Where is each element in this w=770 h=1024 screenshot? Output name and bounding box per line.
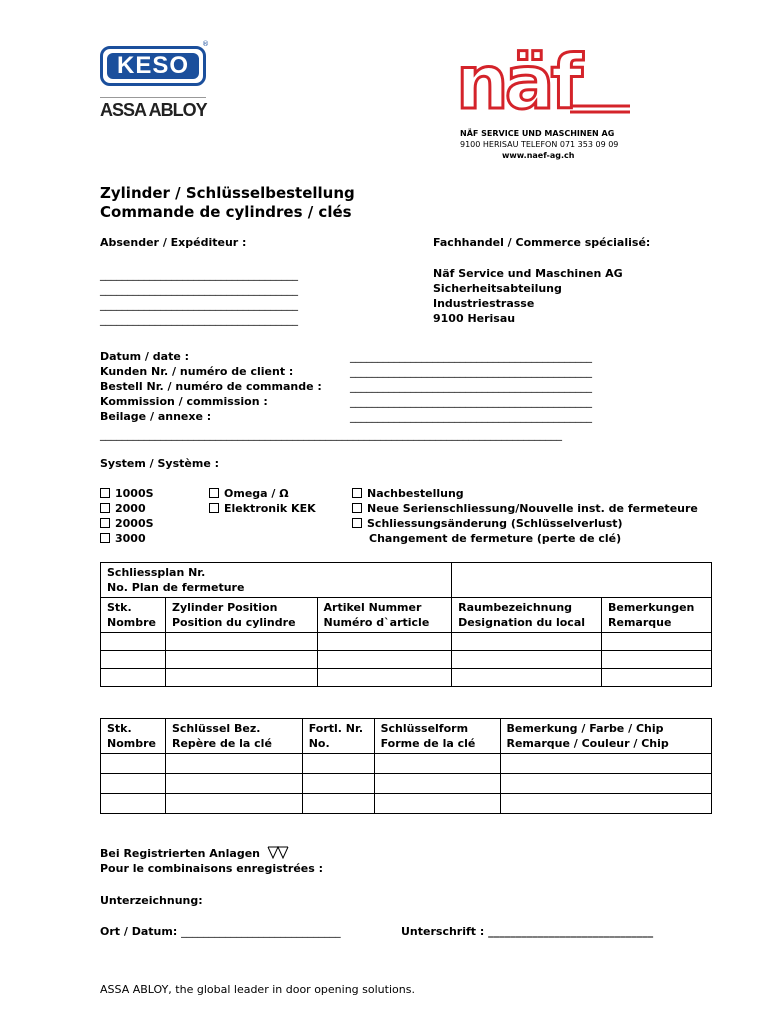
- header-de: Artikel Nummer: [323, 601, 422, 614]
- sender-address-block: [100, 267, 298, 327]
- table-row: [101, 794, 712, 814]
- header-de: Zylinder Position: [171, 601, 278, 614]
- header-de: Schlüsselform: [380, 722, 469, 735]
- header-cell: [101, 598, 166, 633]
- checkbox[interactable]: [352, 503, 362, 513]
- header-fr: Repère de la clé: [171, 737, 272, 750]
- dealer-line: Sicherheitsabteilung: [433, 282, 562, 295]
- naf-contact: [460, 128, 635, 161]
- option-new-series[interactable]: [352, 501, 698, 516]
- header-fr: Designation du local: [458, 616, 586, 629]
- table-cell[interactable]: [602, 633, 712, 651]
- header-de: Fortl. Nr.: [308, 722, 364, 735]
- header-cell: [165, 719, 302, 754]
- option-label: Elektronik KEK: [224, 502, 316, 515]
- page-title: [100, 184, 355, 222]
- table-cell[interactable]: [101, 633, 166, 651]
- table-cell[interactable]: [165, 633, 317, 651]
- title-fr: Commande de cylindres / clés: [100, 203, 352, 221]
- sender-label: Absender / Expéditeur :: [100, 236, 247, 249]
- sender-line[interactable]: ____________________________________: [100, 313, 298, 326]
- customer-number-field[interactable]: ____________________________________________: [350, 365, 592, 378]
- header-cell: [602, 598, 712, 633]
- header-fr: Nombre: [107, 616, 156, 629]
- table-cell[interactable]: [374, 774, 500, 794]
- header-de: Schlüssel Bez.: [171, 722, 261, 735]
- option-label: Neue Serienschliessung/Nouvelle inst. de fermeteure: [367, 502, 698, 515]
- keso-logo-text: KESO: [107, 53, 199, 79]
- header-cell: [317, 598, 452, 633]
- title-de: Zylinder / Schlüsselbestellung: [100, 184, 355, 202]
- table-cell[interactable]: [452, 669, 602, 687]
- table-cell[interactable]: [317, 669, 452, 687]
- plan-label: Schliessplan Nr.: [107, 566, 206, 579]
- table-cell[interactable]: [101, 794, 166, 814]
- header-fr: Remarque / Couleur / Chip: [506, 737, 669, 750]
- table-row: [101, 669, 712, 687]
- table-cell[interactable]: [500, 794, 712, 814]
- option-omega[interactable]: [209, 486, 316, 501]
- header-de: Raumbezeichnung: [458, 601, 573, 614]
- checkbox[interactable]: [352, 518, 362, 528]
- plan-number-cell[interactable]: [101, 563, 452, 598]
- table-cell[interactable]: [302, 794, 374, 814]
- footer-slogan: ASSA ABLOY, the global leader in door opening solutions.: [100, 983, 415, 996]
- naf-address: 9100 HERISAU TELEFON 071 353 09 09: [460, 140, 619, 149]
- order-number-field[interactable]: ____________________________________________: [350, 380, 592, 393]
- table-cell[interactable]: [317, 633, 452, 651]
- checkbox[interactable]: [100, 518, 110, 528]
- option-label: 2000S: [115, 517, 154, 530]
- table-cell[interactable]: [374, 754, 500, 774]
- header-fr: Numéro d`article: [323, 616, 430, 629]
- plan-label-fr: No. Plan de fermeture: [107, 581, 245, 594]
- signature-section-label: Unterzeichnung:: [100, 894, 203, 907]
- header-de: Stk.: [107, 722, 132, 735]
- order-field-labels: [100, 349, 322, 424]
- table-cell[interactable]: [101, 754, 166, 774]
- customer-number-label: Kunden Nr. / numéro de client :: [100, 365, 294, 378]
- option-label: Nachbestellung: [367, 487, 464, 500]
- annex-field[interactable]: ____________________________________________: [350, 410, 592, 423]
- header-de: Bemerkungen: [608, 601, 695, 614]
- checkbox[interactable]: [100, 533, 110, 543]
- option-lock-change[interactable]: [352, 516, 698, 531]
- option-label: Schliessungsänderung (Schlüsselverlust): [367, 517, 623, 530]
- system-options-col3: [352, 486, 698, 546]
- table-cell[interactable]: [302, 774, 374, 794]
- order-number-label: Bestell Nr. / numéro de commande :: [100, 380, 322, 393]
- table-cell[interactable]: [165, 669, 317, 687]
- registered-label: Bei Registrierten Anlagen: [100, 847, 260, 860]
- header-cell: [374, 719, 500, 754]
- table-cell[interactable]: [602, 651, 712, 669]
- header-fr: Remarque: [608, 616, 672, 629]
- table-row: [101, 633, 712, 651]
- signature-row: [401, 924, 653, 939]
- signature-label: Unterschrift :: [401, 925, 485, 938]
- table-cell[interactable]: [500, 754, 712, 774]
- dealer-label: Fachhandel / Commerce spécialisé:: [433, 236, 651, 249]
- header-fr: Nombre: [107, 737, 156, 750]
- commission-label: Kommission / commission :: [100, 395, 268, 408]
- signature-field[interactable]: ______________________________: [488, 925, 654, 938]
- option-elektronik-kek[interactable]: [209, 501, 316, 516]
- place-date-row: [100, 924, 341, 939]
- checkbox[interactable]: [100, 503, 110, 513]
- header-fr: Forme de la clé: [380, 737, 476, 750]
- commission-field[interactable]: ____________________________________________: [350, 395, 592, 408]
- checkbox[interactable]: [209, 503, 219, 513]
- place-date-label: Ort / Datum:: [100, 925, 178, 938]
- option-reorder[interactable]: [352, 486, 698, 501]
- plan-number-value[interactable]: [452, 563, 712, 598]
- option-label: Omega / Ω: [224, 487, 289, 500]
- table-cell[interactable]: [500, 774, 712, 794]
- table-cell[interactable]: [101, 774, 166, 794]
- header-de: Stk.: [107, 601, 132, 614]
- table-cell[interactable]: [165, 754, 302, 774]
- table-cell[interactable]: [165, 794, 302, 814]
- plan-row: [101, 563, 712, 598]
- header-cell: [101, 719, 166, 754]
- table-cell[interactable]: [452, 633, 602, 651]
- table-row: [101, 651, 712, 669]
- cylinder-table: [100, 562, 712, 687]
- checkbox[interactable]: [352, 488, 362, 498]
- order-field-blanks: [350, 349, 592, 424]
- registered-label-fr: Pour le combinaisons enregistrées :: [100, 862, 324, 875]
- table-cell[interactable]: [101, 669, 166, 687]
- header-fr: Position du cylindre: [171, 616, 296, 629]
- table-cell[interactable]: [101, 651, 166, 669]
- date-label: Datum / date :: [100, 350, 190, 363]
- header-de: Bemerkung / Farbe / Chip: [506, 722, 664, 735]
- naf-website: www.naef-ag.ch: [502, 151, 575, 160]
- header-cell: [500, 719, 712, 754]
- table-cell[interactable]: [602, 669, 712, 687]
- dealer-line: 9100 Herisau: [433, 312, 516, 325]
- header-cell: [302, 719, 374, 754]
- table-row: [101, 754, 712, 774]
- option-label: 2000: [115, 502, 146, 515]
- naf-company: NÄF SERVICE UND MASCHINEN AG: [460, 129, 615, 138]
- header-cell: [165, 598, 317, 633]
- dealer-line: Industriestrasse: [433, 297, 535, 310]
- system-options-col2: [209, 486, 316, 516]
- table-cell[interactable]: [452, 651, 602, 669]
- checkbox[interactable]: [209, 488, 219, 498]
- option-label: 3000: [115, 532, 146, 545]
- date-field[interactable]: ____________________________________________: [350, 350, 592, 363]
- option-3000[interactable]: [100, 531, 154, 546]
- registered-line: [100, 846, 323, 861]
- option-lock-change-fr: Changement de fermeture (perte de clé): [369, 532, 622, 545]
- naf-logo-graphic: [452, 32, 632, 128]
- sender-line[interactable]: ____________________________________: [100, 298, 298, 311]
- place-date-field[interactable]: _____________________________: [181, 925, 341, 938]
- header-cell: [452, 598, 602, 633]
- table-header-row: [101, 719, 712, 754]
- table-cell[interactable]: [302, 754, 374, 774]
- naf-wordmark: näf: [456, 40, 579, 126]
- dealer-address: [433, 266, 623, 326]
- dealer-line: Näf Service und Maschinen AG: [433, 267, 623, 280]
- table-cell[interactable]: [317, 651, 452, 669]
- keso-logo: [100, 46, 206, 86]
- key-table: [100, 718, 712, 814]
- table-cell[interactable]: [165, 651, 317, 669]
- assa-abloy-logo: ASSA ABLOY: [100, 100, 207, 120]
- option-1000s[interactable]: [100, 486, 154, 501]
- table-cell[interactable]: [374, 794, 500, 814]
- table-cell[interactable]: [165, 774, 302, 794]
- header-fr: No.: [308, 737, 330, 750]
- option-2000[interactable]: [100, 501, 154, 516]
- naf-logo: [452, 32, 632, 162]
- table-row: [101, 774, 712, 794]
- checkbox[interactable]: [100, 488, 110, 498]
- table-header-row: [101, 598, 712, 633]
- logo-divider: [100, 97, 206, 98]
- system-label: System / Système :: [100, 457, 220, 470]
- annex-label: Beilage / annexe :: [100, 410, 212, 423]
- registered-block: [100, 846, 323, 876]
- double-v-icon: [267, 846, 289, 859]
- registered-mark: ®: [202, 40, 209, 48]
- sender-line[interactable]: ____________________________________: [100, 283, 298, 296]
- option-label: 1000S: [115, 487, 154, 500]
- section-separator: ____________________________________________________________________________________: [100, 428, 562, 441]
- option-2000s[interactable]: [100, 516, 154, 531]
- system-options-col1: [100, 486, 154, 546]
- sender-line[interactable]: ____________________________________: [100, 268, 298, 281]
